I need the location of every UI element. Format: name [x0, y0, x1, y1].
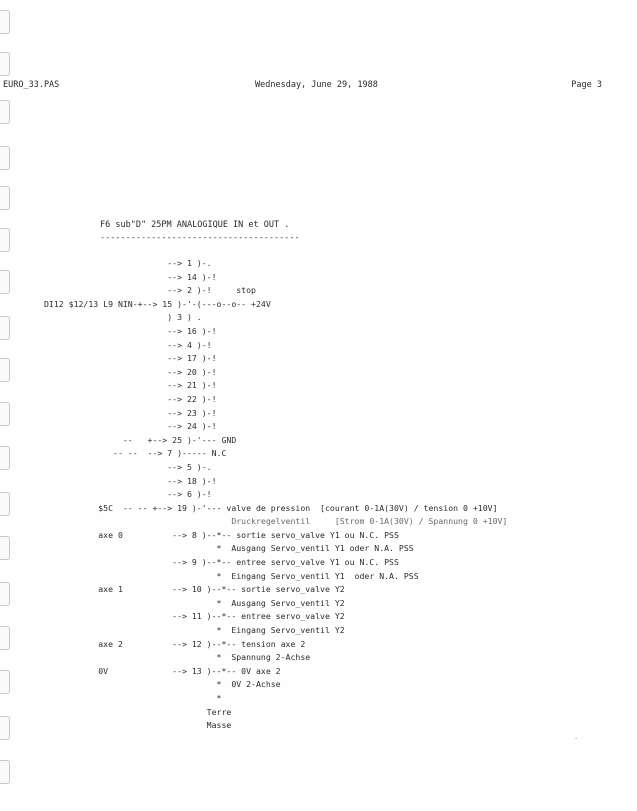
pinout-line: --> 23 )-! — [44, 407, 217, 418]
pinout-line: 0V --> 13 )--*-- 0V axe 2 — [44, 665, 281, 676]
punch-hole — [0, 716, 10, 740]
header-filename: EURO_33.PAS — [3, 80, 60, 90]
pinout-line: --> 21 )-! — [44, 380, 217, 391]
pinout-line: --> 2 )-! stop — [44, 285, 256, 296]
pinout-line: * Spannung 2-Achse — [44, 652, 311, 663]
punch-hole — [0, 228, 10, 252]
punch-hole — [0, 760, 10, 784]
pinout-line: * — [44, 693, 222, 703]
scan-speck: · — [574, 735, 579, 743]
pinout-line: axe 2 --> 12 )--*-- tension axe 2 — [44, 638, 306, 649]
pinout-line: * 0V 2-Achse — [44, 679, 281, 690]
pinout-line: --> 5 )-. — [44, 461, 212, 472]
pinout-line: --> 9 )--*-- entree servo_valve Y1 ou N.C. PSS — [44, 557, 399, 568]
pinout-line: * Ausgang Servo_ventil Y1 oder N.A. PSS — [44, 543, 414, 554]
pinout-line: -- +--> 25 )-'--- GND — [44, 434, 237, 445]
punch-hole — [0, 270, 10, 294]
pinout-line: --> 11 )--*-- entree servo_valve Y2 — [44, 611, 345, 622]
pinout-line: Druckregelventil [Strom 0-1A(30V) / Spannung 0 +10V] — [44, 516, 508, 527]
punch-hole — [0, 626, 10, 650]
pinout-line: --> 24 )-! — [44, 421, 217, 432]
pinout-line: --> 16 )-! — [44, 325, 217, 336]
punch-hole — [0, 402, 10, 426]
punch-hole — [0, 582, 10, 606]
pinout-line: * Eingang Servo_ventil Y1 oder N.A. PSS — [44, 570, 419, 581]
punch-hole — [0, 52, 10, 76]
punch-hole — [0, 146, 10, 170]
punch-hole — [0, 10, 10, 34]
punch-hole — [0, 536, 10, 560]
pinout-line: --> 20 )-! — [44, 366, 217, 377]
pinout-line: --> 14 )-! — [44, 271, 217, 282]
pinout-line: --> 22 )-! — [44, 393, 217, 404]
pinout-line: axe 0 --> 8 )--*-- sortie servo_valve Y1 ou N.C. PSS — [44, 529, 399, 540]
punch-hole — [0, 100, 10, 124]
pinout-line: --> 1 )-. — [44, 258, 212, 268]
pinout-line: * Eingang Servo_ventil Y2 — [44, 625, 345, 636]
punch-hole — [0, 492, 10, 516]
header-date: Wednesday, June 29, 1988 — [255, 80, 378, 90]
punch-hole — [0, 358, 10, 382]
pinout-line: $5C -- -- +--> 19 )-'--- valve de pression [courant 0-1A(30V) / tension 0 +10V] — [44, 502, 498, 513]
pinout-line: -- -- --> 7 )----- N.C — [44, 448, 227, 459]
pinout-line: ) 3 ) . — [44, 312, 202, 323]
punch-hole — [0, 316, 10, 340]
pinout-line: * Ausgang Servo_ventil Y2 — [44, 597, 345, 608]
pinout-line: --> 18 )-! — [44, 475, 217, 486]
punch-hole — [0, 186, 10, 210]
pinout-line: DI12 $12/13 L9 NIN-+--> 15 )-'-(---o--o-- +24V — [44, 298, 271, 309]
pinout-line: --> 17 )-! — [44, 353, 217, 364]
title-underline: --------------------------------------- — [100, 233, 300, 243]
punch-hole — [0, 446, 10, 470]
pinout-line: axe 1 --> 10 )--*-- sortie servo_valve Y2 — [44, 584, 345, 595]
section-title: F6 sub"D" 25PM ANALOGIQUE IN et OUT . — [100, 220, 290, 230]
punch-hole — [0, 670, 10, 694]
pinout-line: --> 4 )-! — [44, 339, 212, 350]
pinout-line: --> 6 )-! — [44, 489, 212, 500]
pinout-line: Masse — [44, 720, 232, 731]
connector-pinout-listing — [44, 257, 507, 733]
header-page-number: Page 3 — [571, 80, 602, 90]
pinout-line: Terre — [44, 706, 232, 717]
